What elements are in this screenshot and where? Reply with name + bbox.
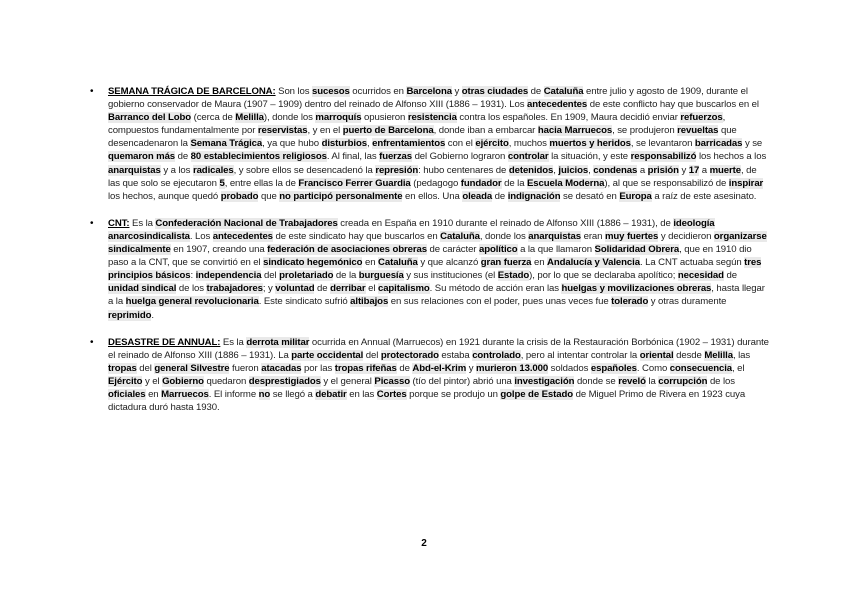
highlighted-term: derribar — [330, 283, 366, 295]
highlighted-term: reveló — [618, 375, 646, 387]
highlighted-term: corrupción — [658, 375, 708, 387]
highlighted-term: Estado — [497, 270, 530, 282]
highlighted-term: Cataluña — [440, 230, 480, 242]
highlighted-term: unidad sindical — [108, 283, 177, 295]
highlighted-term: antecedentes — [212, 230, 273, 242]
highlighted-term: ejército — [475, 138, 509, 150]
highlighted-term: protectorado — [380, 349, 439, 361]
highlighted-term: anarquistas — [108, 164, 161, 176]
highlighted-term: Europa — [619, 190, 652, 202]
highlighted-term: Barranco del Lobo — [108, 112, 192, 124]
page-number: 2 — [421, 538, 427, 549]
highlighted-term: controlado — [472, 349, 521, 361]
highlighted-term: anarquistas — [528, 230, 582, 242]
bullet-icon: • — [90, 217, 94, 229]
highlighted-term: 5 — [219, 177, 225, 189]
highlighted-term: muerte — [709, 164, 741, 176]
highlighted-term: derrota militar — [246, 336, 310, 348]
highlighted-term: tolerado — [611, 296, 649, 308]
highlighted-term: Cataluña — [378, 257, 418, 269]
highlighted-term: 80 establecimientos religiosos — [190, 151, 327, 163]
topic-list — [90, 85, 770, 428]
highlighted-term: Abd-el-Krim — [412, 362, 467, 374]
highlighted-term: refuerzos — [680, 112, 723, 124]
bullet-icon: • — [90, 336, 94, 348]
highlighted-term: gran fuerza — [480, 257, 532, 269]
highlighted-term: enfrentamientos — [372, 138, 446, 150]
highlighted-term: controlar — [507, 151, 549, 163]
highlighted-term: burguesía — [358, 270, 404, 282]
highlighted-term: no — [258, 388, 271, 400]
highlighted-term: disturbios — [321, 138, 367, 150]
highlighted-term: inspirar — [728, 177, 764, 189]
highlighted-term: hacia Marruecos — [537, 125, 613, 137]
highlighted-term: condenas — [593, 164, 638, 176]
highlighted-term: voluntad — [275, 283, 315, 295]
highlighted-term: parte occidental — [291, 349, 364, 361]
highlighted-term: tropas — [108, 362, 137, 374]
highlighted-term: detenidos — [508, 164, 554, 176]
highlighted-term: Picasso — [374, 375, 410, 387]
highlighted-term: huelga general revolucionaria — [125, 296, 259, 308]
highlighted-term: debatir — [315, 388, 347, 400]
highlighted-term: no participó personalmente — [279, 190, 403, 202]
highlighted-term: sucesos — [312, 86, 350, 97]
highlighted-term: apolítico — [478, 244, 518, 256]
bullet-icon: • — [90, 86, 94, 97]
topic-heading: CNT: — [108, 217, 130, 229]
highlighted-term: represión — [375, 164, 419, 176]
highlighted-term: otras ciudades — [461, 86, 529, 97]
highlighted-term: trabajadores — [206, 283, 263, 295]
highlighted-term: oriental — [639, 349, 674, 361]
highlighted-term: investigación — [514, 375, 575, 387]
highlighted-term: oleada — [462, 190, 493, 202]
highlighted-term: oficiales — [108, 388, 146, 400]
highlighted-term: Gobierno — [162, 375, 204, 387]
highlighted-term: fuerzas — [379, 151, 412, 163]
highlighted-term: antecedentes — [527, 99, 588, 111]
highlighted-term: Cortes — [376, 388, 407, 400]
highlighted-term: Francisco Ferrer Guardia — [298, 177, 411, 189]
highlighted-term: 17 — [688, 164, 700, 176]
topic-body: Es la derrota militar ocurrida en Annual (Marruecos) en 1921 durante la crisis de la Restauración Borbónica (1902 – 1931) durante el reinado de Alfonso XIII (1886 – 1931). La parte occidental del protectorado estaba controlado, pero al intentar controlar la oriental desde Melilla, las tropas del general Silvestre fueron atacadas por las tropas rifeñas de Abd-el-Krim y murieron 13.000 soldados españoles. Como consecuencia, el Ejército y el Gobierno quedaron desprestigiados y el general Picasso (tío del pintor) abrió una investigación donde se reveló la corrupción de los oficiales en Marruecos. El informe no se llegó a debatir en las Cortes porque se produjo un golpe de Estado de Miguel Primo de Rivera en 1923 cuya dictadura duró hasta 1930. — [108, 336, 769, 414]
highlighted-term: prisión — [647, 164, 679, 176]
highlighted-term: Solidaridad Obrera — [594, 244, 680, 256]
highlighted-term: independencia — [195, 270, 262, 282]
highlighted-term: necesidad — [677, 270, 724, 282]
highlighted-term: federación de asociaciones obreras — [267, 244, 427, 256]
highlighted-term: desprestigiados — [248, 375, 321, 387]
highlighted-term: ideología anarcosindicalista — [108, 217, 715, 242]
highlighted-term: huelgas y movilizaciones obreras — [561, 283, 712, 295]
topic-heading: DESASTRE DE ANNUAL: — [108, 336, 221, 348]
highlighted-term: indignación — [507, 190, 561, 202]
topic-semana-tragica — [90, 85, 770, 203]
highlighted-term: españoles — [590, 362, 637, 374]
highlighted-term: organizarse sindicalmente — [108, 230, 767, 256]
highlighted-term: Confederación Nacional de Trabajadores — [155, 217, 338, 229]
highlighted-term: reprimido — [108, 309, 152, 321]
highlighted-term: resistencia — [407, 112, 457, 124]
highlighted-term: revueltas — [677, 125, 719, 137]
highlighted-term: Escuela Moderna — [527, 177, 605, 189]
highlighted-term: consecuencia — [669, 362, 733, 374]
topic-desastre-annual — [90, 336, 770, 415]
highlighted-term: Marruecos — [161, 388, 209, 400]
highlighted-term: Melilla — [235, 112, 264, 124]
highlighted-term: tres principios básicos — [108, 257, 762, 282]
topic-body: Son los sucesos ocurridos en Barcelona y otras ciudades de Cataluña entre julio y agosto de 1909, durante el gobierno conservador de Maura (1907 – 1909) dentro del reinado de Alfonso XIII (1886 – 1931). Los antecedentes de este conflicto hay que buscarlos en el Barranco del Lobo (cerca de Melilla), donde los marroquís opusieron resistencia contra los españoles. En 1909, Maura decidió enviar refuerzos, compuestos fundamentalmente por reservistas, y en el puerto de Barcelona, donde iban a embarcar hacia Marruecos, se produjeron revueltas que desencadenaron la Semana Trágica, ya que hubo disturbios, enfrentamientos con el ejército, muchos muertos y heridos, se levantaron barricadas y se quemaron más de 80 establecimientos religiosos. Al final, las fuerzas del Gobierno lograron controlar la situación, y este responsabilizó los hechos a los anarquistas y a los radicales, y sobre ellos se desencadenó la represión: hubo centenares de detenidos, juicios, condenas a prisión y 17 a muerte, de las que solo se ejecutaron 5, entre ellas la de Francisco Ferrer Guardia (pedagogo fundador de la Escuela Moderna), al que se responsabilizó de inspirar los hechos, aunque quedó probado que no participó personalmente en ellos. Una oleada de indignación se desató en Europa a raíz de este asesinato. — [108, 86, 767, 202]
highlighted-term: radicales — [192, 164, 234, 176]
highlighted-term: barricadas — [694, 138, 743, 150]
highlighted-term: Ejército — [108, 375, 143, 387]
highlighted-term: muertos y heridos — [549, 138, 631, 150]
highlighted-term: puerto de Barcelona — [342, 125, 434, 137]
highlighted-term: golpe de Estado — [500, 388, 574, 400]
topic-body: Es la Confederación Nacional de Trabajadores creada en España en 1910 durante el reinado de Alfonso XIII (1886 – 1931), de ideología anarcosindicalista. Los antecedentes de este sindicato hay que buscarlos en Cataluña, donde los anarquistas eran muy fuertes y decidieron organizarse sindicalmente en 1907, creando una federación de asociaciones obreras de carácter apolítico a la que llamaron Solidaridad Obrera, que en 1910 dio paso a la CNT, que se convirtió en el sindicato hegemónico en Cataluña y que alcanzó gran fuerza en Andalucía y Valencia. La CNT actuaba según tres principios básicos: independencia del proletariado de la burguesía y sus instituciones (el Estado), por lo que se declaraba apolítico; necesidad de unidad sindical de los trabajadores; y voluntad de derribar el capitalismo. Su método de acción eran las huelgas y movilizaciones obreras, hasta llegar a la huelga general revolucionaria. Este sindicato sufrió altibajos en sus relaciones con el poder, pues unas veces fue tolerado y otras duramente reprimido. — [108, 217, 767, 321]
highlighted-term: murieron 13.000 — [476, 362, 549, 374]
highlighted-term: fundador — [460, 177, 502, 189]
highlighted-term: atacadas — [261, 362, 302, 374]
highlighted-term: capitalismo — [377, 283, 430, 295]
highlighted-term: general Silvestre — [154, 362, 230, 374]
highlighted-term: tropas rifeñas — [334, 362, 397, 374]
highlighted-term: probado — [220, 190, 259, 202]
highlighted-term: altibajos — [350, 296, 389, 308]
highlighted-term: Semana Trágica — [190, 138, 263, 150]
topic-cnt — [90, 217, 770, 322]
highlighted-term: sindicato hegemónico — [263, 257, 363, 269]
highlighted-term: marroquís — [315, 112, 362, 124]
highlighted-term: reservistas — [257, 125, 308, 137]
highlighted-term: muy fuertes — [604, 230, 659, 242]
highlighted-term: Melilla — [704, 349, 733, 361]
highlighted-term: quemaron más — [108, 151, 176, 163]
highlighted-term: proletariado — [279, 270, 334, 282]
highlighted-term: Andalucía y Valencia — [547, 257, 640, 269]
highlighted-term: Cataluña — [543, 86, 584, 97]
highlighted-term: responsabilizó — [630, 151, 697, 163]
highlighted-term: Barcelona — [406, 86, 452, 97]
highlighted-term: juicios — [558, 164, 589, 176]
topic-heading: SEMANA TRÁGICA DE BARCELONA: — [108, 86, 276, 97]
